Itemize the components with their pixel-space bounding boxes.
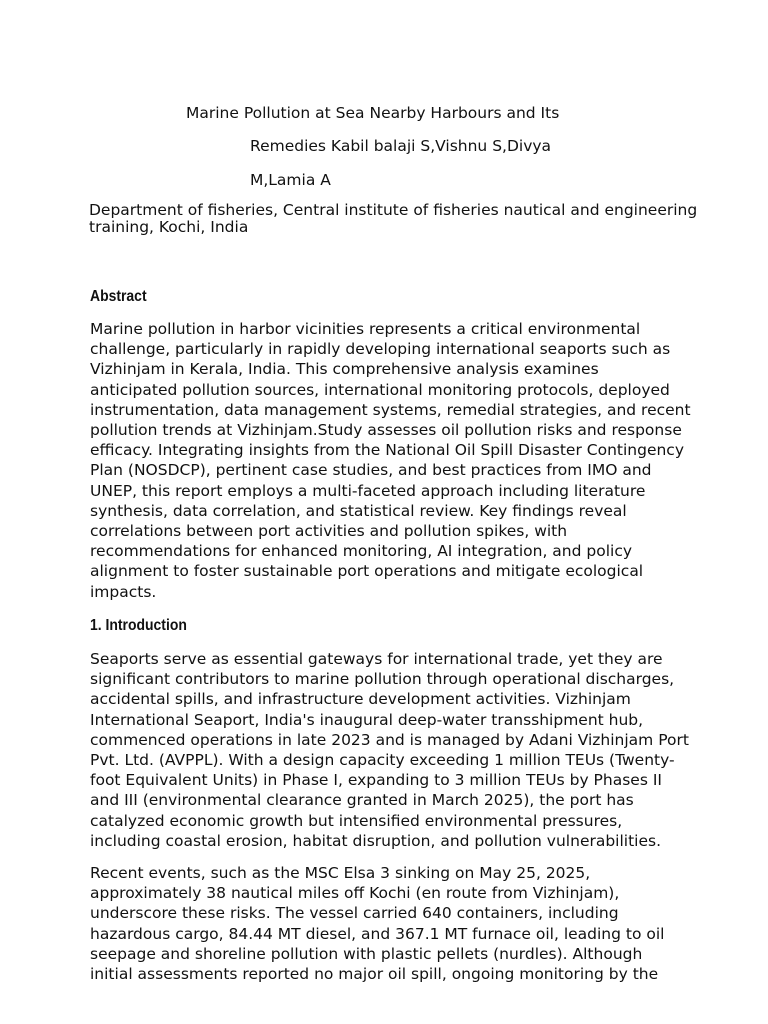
intro-line: Pvt. Ltd. (AVPPL). With a design capacity exceeding 1 million TEUs (Twenty- <box>90 751 675 770</box>
affiliation: Department of fisheries, Central institute of fisheries nautical and engineering training, Kochi, India <box>89 201 698 236</box>
abstract-line: alignment to foster sustainable port operations and mitigate ecological <box>90 562 644 581</box>
intro-line: International Seaport, India's inaugural deep-water transshipment hub, <box>90 710 644 729</box>
abstract-line: correlations between port activities and pollution spikes, with <box>90 522 568 541</box>
intro-line: commenced operations in late 2023 and is managed by Adani Vizhinjam Port <box>90 730 689 749</box>
title-line-2-authors: Remedies Kabil balaji S,Vishnu S,Divya <box>250 137 552 155</box>
abstract-paragraph <box>90 319 690 602</box>
abstract-line: recommendations for enhanced monitoring, AI integration, and policy <box>90 542 633 561</box>
introduction-paragraph-2 <box>90 863 690 984</box>
intro-line: and III (environmental clearance granted in March 2025), the port has <box>90 791 634 810</box>
abstract-line: impacts. <box>90 582 157 601</box>
abstract-line: UNEP, this report employs a multi-faceted approach including literature <box>90 481 646 500</box>
abstract-line: Plan (NOSDCP), pertinent case studies, and best practices from IMO and <box>90 461 652 480</box>
intro-line: initial assessments reported no major oil spill, ongoing monitoring by the <box>90 965 659 984</box>
intro-line: significant contributors to marine pollution through operational discharges, <box>90 670 675 689</box>
title-line-1: Marine Pollution at Sea Nearby Harbours and Its <box>186 104 560 122</box>
intro-line: catalyzed economic growth but intensified environmental pressures, <box>90 811 623 830</box>
intro-line: including coastal erosion, habitat disruption, and pollution vulnerabilities. <box>90 831 662 850</box>
introduction-paragraph-1 <box>90 649 690 851</box>
title-line-3-authors: M,Lamia A <box>250 171 331 189</box>
intro-line: underscore these risks. The vessel carried 640 containers, including <box>90 904 619 923</box>
intro-line: accidental spills, and infrastructure development activities. Vizhinjam <box>90 690 631 709</box>
abstract-line: Vizhinjam in Kerala, India. This comprehensive analysis examines <box>90 360 599 379</box>
intro-line: hazardous cargo, 84.44 MT diesel, and 367.1 MT furnace oil, leading to oil <box>90 924 665 943</box>
intro-line: Recent events, such as the MSC Elsa 3 sinking on May 25, 2025, <box>90 864 591 882</box>
introduction-heading: 1. Introduction <box>90 617 187 634</box>
intro-line: foot Equivalent Units) in Phase I, expanding to 3 million TEUs by Phases II <box>90 771 662 790</box>
abstract-line: synthesis, data correlation, and statistical review. Key findings reveal <box>90 501 627 520</box>
abstract-line: anticipated pollution sources, international monitoring protocols, deployed <box>90 380 670 399</box>
abstract-heading: Abstract <box>90 288 147 305</box>
intro-line: approximately 38 nautical miles off Kochi (en route from Vizhinjam), <box>90 884 620 903</box>
intro-line: Seaports serve as essential gateways for international trade, yet they are <box>90 650 663 668</box>
abstract-line: Marine pollution in harbor vicinities represents a critical environmental <box>90 320 641 338</box>
abstract-line: efficacy. Integrating insights from the National Oil Spill Disaster Contingency <box>90 441 685 460</box>
abstract-line: pollution trends at Vizhinjam.Study assesses oil pollution risks and response <box>90 421 682 440</box>
abstract-line: challenge, particularly in rapidly developing international seaports such as <box>90 340 671 359</box>
abstract-line: instrumentation, data management systems, remedial strategies, and recent <box>90 400 691 419</box>
intro-line: seepage and shoreline pollution with plastic pellets (nurdles). Although <box>90 944 643 963</box>
